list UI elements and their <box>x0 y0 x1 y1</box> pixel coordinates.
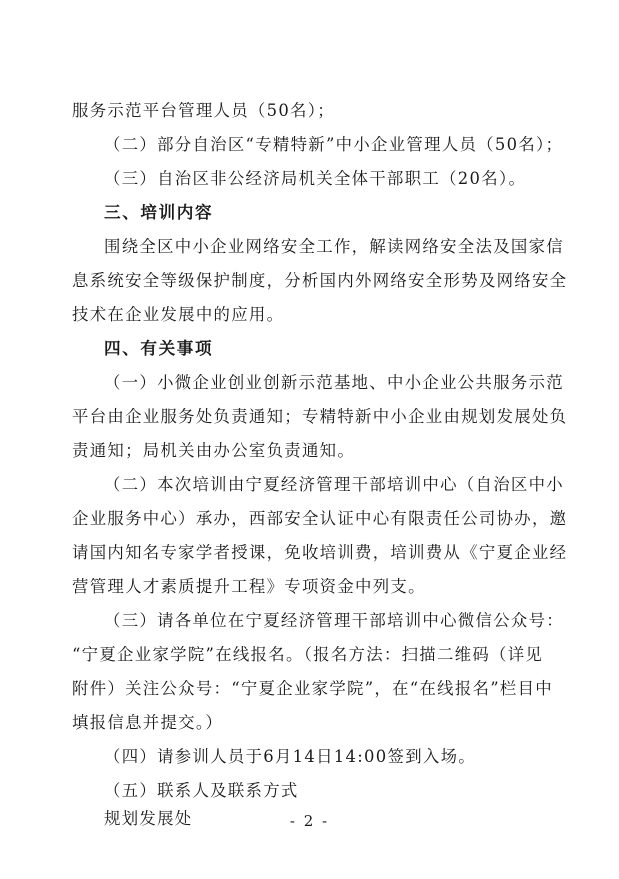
body-line: （三）自治区非公经济局机关全体干部职工（20名）。 <box>104 169 527 188</box>
body-line: 请国内知名专家学者授课，免收培训费，培训费从《宁夏企业经 <box>72 543 568 562</box>
body-line: （二）部分自治区“专精特新”中小企业管理人员（50名）； <box>104 135 564 154</box>
body-line: 填报信息并提交。） <box>72 713 224 732</box>
body-line: 技术在企业发展中的应用。 <box>72 305 285 324</box>
body-line: （一）小微企业创业创新示范基地、中小企业公共服务示范 <box>104 373 564 392</box>
body-line: 围绕全区中小企业网络安全工作，解读网络安全法及国家信 <box>104 237 564 256</box>
body-line: “宁夏企业家学院”在线报名。（报名方法：扫描二维码（详见 <box>72 645 544 664</box>
section-heading-training-content: 三、培训内容 <box>104 203 214 222</box>
section-heading-related-matters: 四、有关事项 <box>104 339 214 358</box>
body-line: 责通知；局机关由办公室负责通知。 <box>72 441 356 460</box>
body-line: 息系统安全等级保护制度，分析国内外网络安全形势及网络安全 <box>72 271 568 290</box>
body-line: 附件）关注公众号：“宁夏企业家学院”，在“在线报名”栏目中 <box>72 679 553 698</box>
body-line: （三）请各单位在宁夏经济管理干部培训中心微信公众号： <box>104 611 564 630</box>
contact-department: 规划发展处 <box>104 809 193 828</box>
body-line: 平台由企业服务处负责通知；专精特新中小企业由规划发展处负 <box>72 407 568 426</box>
body-line: （四）请参训人员于6月14日14:00签到入场。 <box>104 747 476 766</box>
body-line: 服务示范平台管理人员（50名）； <box>72 101 335 120</box>
body-line: （五）联系人及联系方式 <box>104 781 299 800</box>
body-line: 营管理人才素质提升工程》专项资金中列支。 <box>72 577 426 596</box>
page-number: - 2 - <box>289 812 330 830</box>
body-line: （二）本次培训由宁夏经济管理干部培训中心（自治区中小 <box>104 475 564 494</box>
body-line: 企业服务中心）承办，西部安全认证中心有限责任公司协办，邀 <box>72 509 568 528</box>
